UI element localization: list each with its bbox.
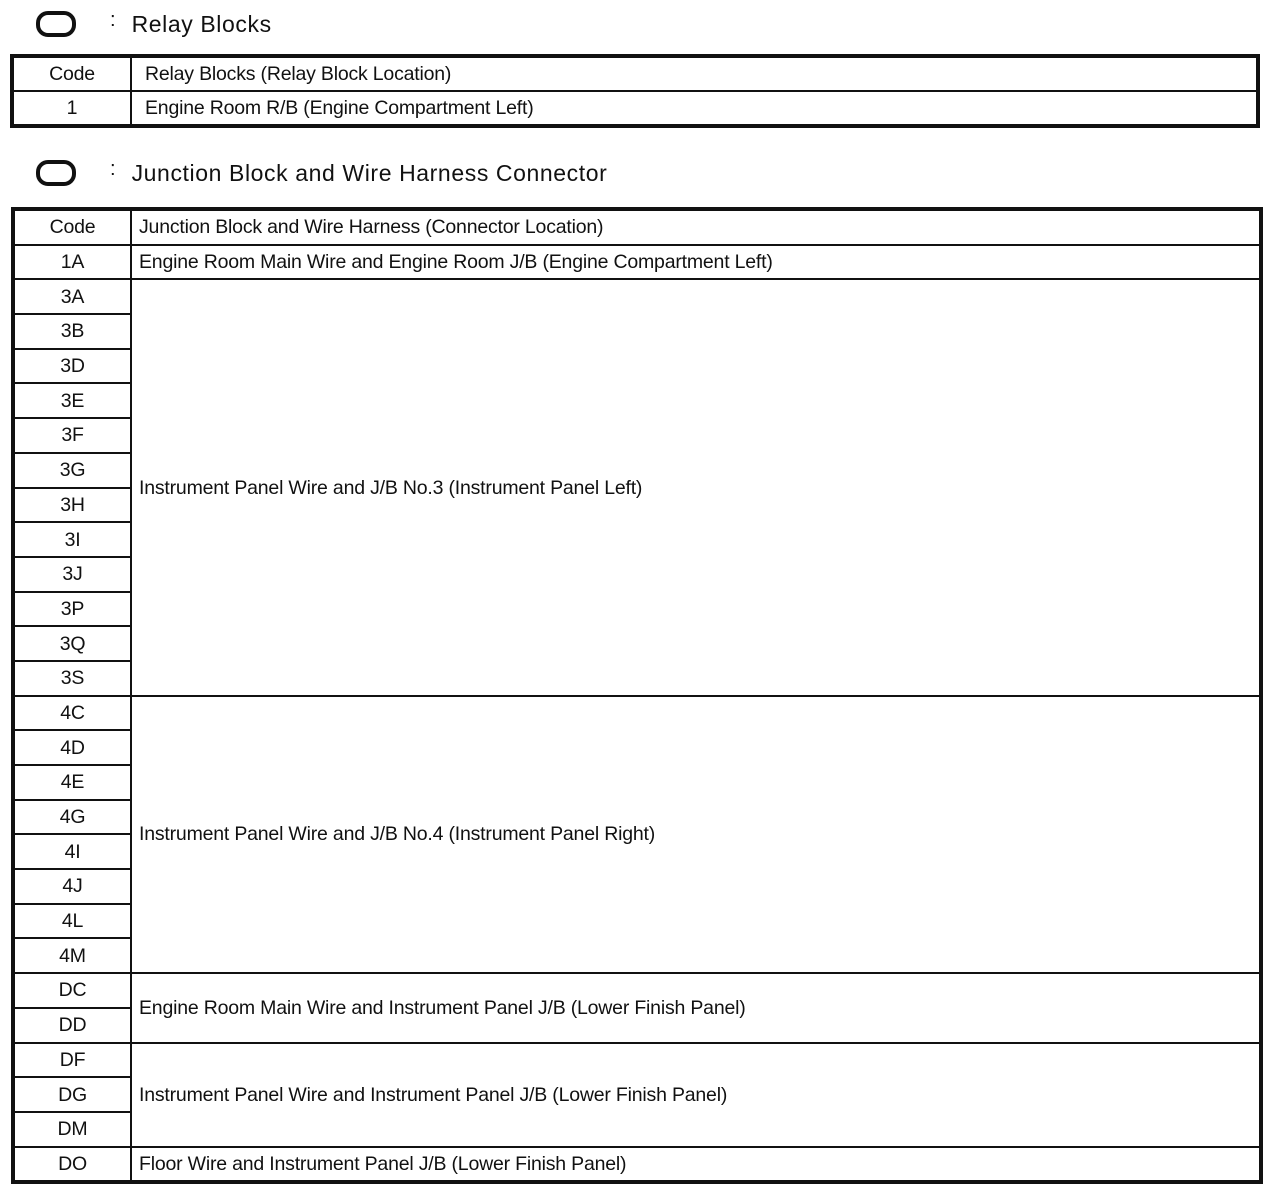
code-cell: 3E	[14, 383, 131, 418]
code-cell: 4L	[14, 904, 131, 939]
table-row	[14, 1043, 1260, 1078]
code-cell: DD	[14, 1008, 131, 1043]
table-row	[13, 91, 1257, 125]
code-cell: 3S	[14, 661, 131, 696]
location-cell: Engine Room Main Wire and Engine Room J/B (Engine Compartment Left)	[131, 245, 1260, 280]
code-cell: 4G	[14, 800, 131, 835]
code-cell: DF	[14, 1043, 131, 1078]
code-header: Code	[14, 210, 131, 245]
rounded-box-icon	[36, 160, 76, 186]
code-cell: 4I	[14, 834, 131, 869]
table-row	[14, 973, 1260, 1008]
location-cell: Instrument Panel Wire and J/B No.4 (Instrument Panel Right)	[131, 696, 1260, 974]
code-cell: 3P	[14, 592, 131, 627]
code-cell: 4J	[14, 869, 131, 904]
code-cell: DC	[14, 973, 131, 1008]
code-cell: 3G	[14, 453, 131, 488]
code-cell: 3D	[14, 349, 131, 384]
location-header: Relay Blocks (Relay Block Location)	[131, 57, 1257, 91]
code-cell: 3H	[14, 488, 131, 523]
code-cell: 3A	[14, 279, 131, 314]
relay-blocks-heading	[36, 6, 272, 42]
code-cell: 3J	[14, 557, 131, 592]
code-cell: 1	[13, 91, 131, 125]
code-cell: 4C	[14, 696, 131, 731]
code-header: Code	[13, 57, 131, 91]
location-cell: Instrument Panel Wire and J/B No.3 (Instrument Panel Left)	[131, 279, 1260, 695]
table-row	[14, 245, 1260, 280]
relay-blocks-table	[12, 56, 1258, 126]
rounded-box-icon	[36, 11, 76, 37]
table-header-row	[13, 57, 1257, 91]
junction-block-title: Junction Block and Wire Harness Connector	[131, 159, 608, 186]
code-cell: 3I	[14, 522, 131, 557]
code-cell: 4E	[14, 765, 131, 800]
code-cell: 3F	[14, 418, 131, 453]
junction-block-heading	[36, 155, 607, 191]
code-cell: 1A	[14, 245, 131, 280]
table-header-row	[14, 210, 1260, 245]
code-cell: 3B	[14, 314, 131, 349]
code-cell: 3Q	[14, 626, 131, 661]
junction-block-table	[13, 209, 1261, 1182]
location-cell: Engine Room Main Wire and Instrument Panel J/B (Lower Finish Panel)	[131, 973, 1260, 1042]
relay-blocks-title: Relay Blocks	[131, 10, 272, 37]
code-cell: DM	[14, 1112, 131, 1147]
table-row	[14, 279, 1260, 314]
heading-colon: :	[110, 157, 116, 180]
table-row	[14, 1147, 1260, 1182]
code-cell: 4M	[14, 938, 131, 973]
location-cell: Engine Room R/B (Engine Compartment Left)	[131, 91, 1257, 125]
location-cell: Instrument Panel Wire and Instrument Panel J/B (Lower Finish Panel)	[131, 1043, 1260, 1147]
code-cell: DO	[14, 1147, 131, 1182]
location-header: Junction Block and Wire Harness (Connector Location)	[131, 210, 1260, 245]
location-cell: Floor Wire and Instrument Panel J/B (Lower Finish Panel)	[131, 1147, 1260, 1182]
table-row	[14, 696, 1260, 731]
heading-colon: :	[110, 8, 116, 31]
code-cell: DG	[14, 1077, 131, 1112]
code-cell: 4D	[14, 730, 131, 765]
